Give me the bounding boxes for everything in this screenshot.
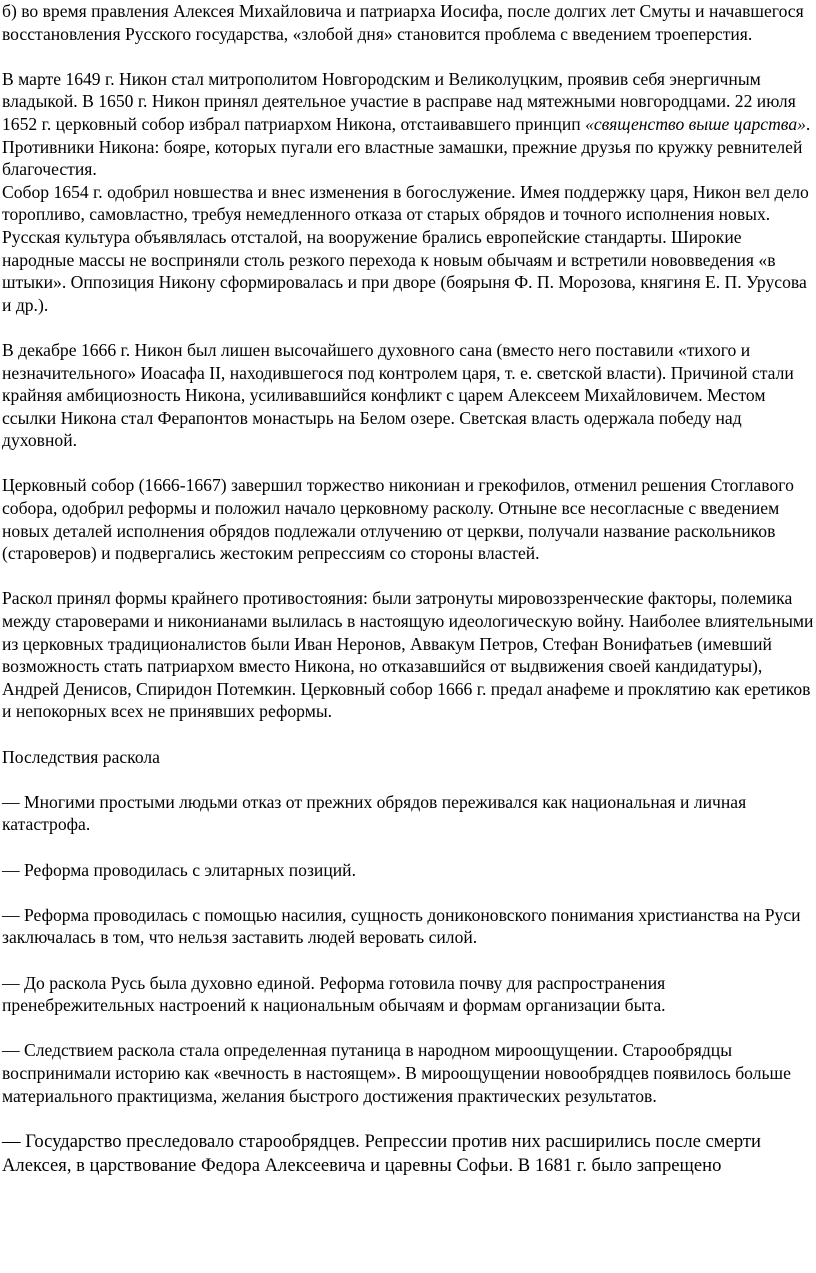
consequence-item-3: — Реформа проводилась с помощью насилия, сущность дониконовского понимания христианства на Руси заключалась в том, что нельзя заставить людей веровать силой. — [2, 904, 801, 948]
paragraph-nikon-text-start: В марте 1649 г. Никон стал митрополитом Новгородским и Великолуцким, проявив себя энергичным владыкой. В 1650 г. Никон принял деятельное участие в расправе над мятежными новгородцами. 22 июля 1652 г. церковный собор избрал патриархом Никона, отстаивавшего принцип — [2, 68, 796, 134]
paragraph-troeperstie: б) во время правления Алексея Михайловича и патриарха Иосифа, после долгих лет Смуты и начавшегося восстановления Русского государства, «злобой дня» становится проблема с введением троеперстия. — [2, 1, 804, 44]
paragraph-nikon-patriarch — [2, 68, 814, 181]
paragraph-sobor-1654: Собор 1654 г. одобрил новшества и внес изменения в богослужение. Имея поддержку царя, Никон вел дело торопливо, самовластно, требуя немедленного отказа от старых обрядов и точного исполнения новых. Русская культура объявлялась отсталой, на вооружение брались европейские стандарты. Широкие народные массы не восприняли столь резкого перехода к новым обычаям и встретили нововведения «в штыки». Оппозиция Никону сформировалась и при дворе (боярыня Ф. П. Морозова, княгиня Е. П. Урусова и др.). — [2, 181, 809, 315]
consequence-item-5: — Следствием раскола стала определенная путаница в народном мироощущении. Старообрядцы воспринимали историю как «вечность в настоящем». В мироощущении новообрядцев появилось больше материального практицизма, желания быстрого достижения практических результатов. — [2, 1040, 791, 1106]
consequence-item-1: — Многими простыми людьми отказ от прежних обрядов переживался как национальная и личная катастрофа. — [2, 791, 747, 835]
paragraph-nikon-text-end: . Противники Никона: бояре, которых пугали его властные замашки, прежние друзья по кружку ревнителей благочестия. — [2, 113, 811, 180]
section-heading-consequences: Последствия раскола — [2, 746, 160, 767]
paragraph-sobor-1666: Церковный собор (1666-1667) завершил торжество никониан и грекофилов, отменил решения Стоглавого собора, одобрил реформы и положил начало церковному расколу. Отныне все несогласные с введением новых деталей исполнения обрядов подлежали отлучению от церкви, получали название раскольников (староверов) и подвергались жестоким репрессиям со стороны властей. — [2, 475, 794, 564]
paragraph-raskol: Раскол принял формы крайнего противостояния: были затронуты мировоззренческие факторы, полемика между староверами и никонианами вылилась в настоящую идеологическую войну. Наиболее влиятельными из церковных традиционалистов были Иван Неронов, Аввакум Петров, Стефан Вонифатьев (имевший возможность стать патриархом вместо Никона, но отказавшийся от выдвижения своей кандидатуры), Андрей Денисов, Спиридон Потемкин. Церковный собор 1666 г. предал анафеме и проклятию как еретиков и непокорных всех не принявших реформы. — [2, 588, 814, 722]
paragraph-nikon-quote: «священство выше царства» — [585, 113, 806, 134]
consequence-item-2: — Реформа проводилась с элитарных позиций. — [2, 859, 356, 880]
consequence-item-4: — До раскола Русь была духовно единой. Реформа готовила почву для распространения пренебрежительных настроений к национальным обычаям и формам организации быта. — [2, 972, 666, 1016]
paragraph-nikon-deposed: В декабре 1666 г. Никон был лишен высочайшего духовного сана (вместо него поставили «тихого и незначительного» Иоасафа II, находившегося под контролем царя, т. е. светской власти). Причиной стали крайняя амбициозность Никона, усиливавшийся конфликт с царем Алексеем Михайловичем. Местом ссылки Никона стал Ферапонтов монастырь на Белом озере. Светская власть одержала победу над духовной. — [2, 339, 794, 451]
consequence-item-6: — Государство преследовало старообрядцев. Репрессии против них расширились после смерти Алексея, в царствование Федора Алексеевича и царевны Софьи. В 1681 г. было запрещено — [2, 1130, 761, 1176]
